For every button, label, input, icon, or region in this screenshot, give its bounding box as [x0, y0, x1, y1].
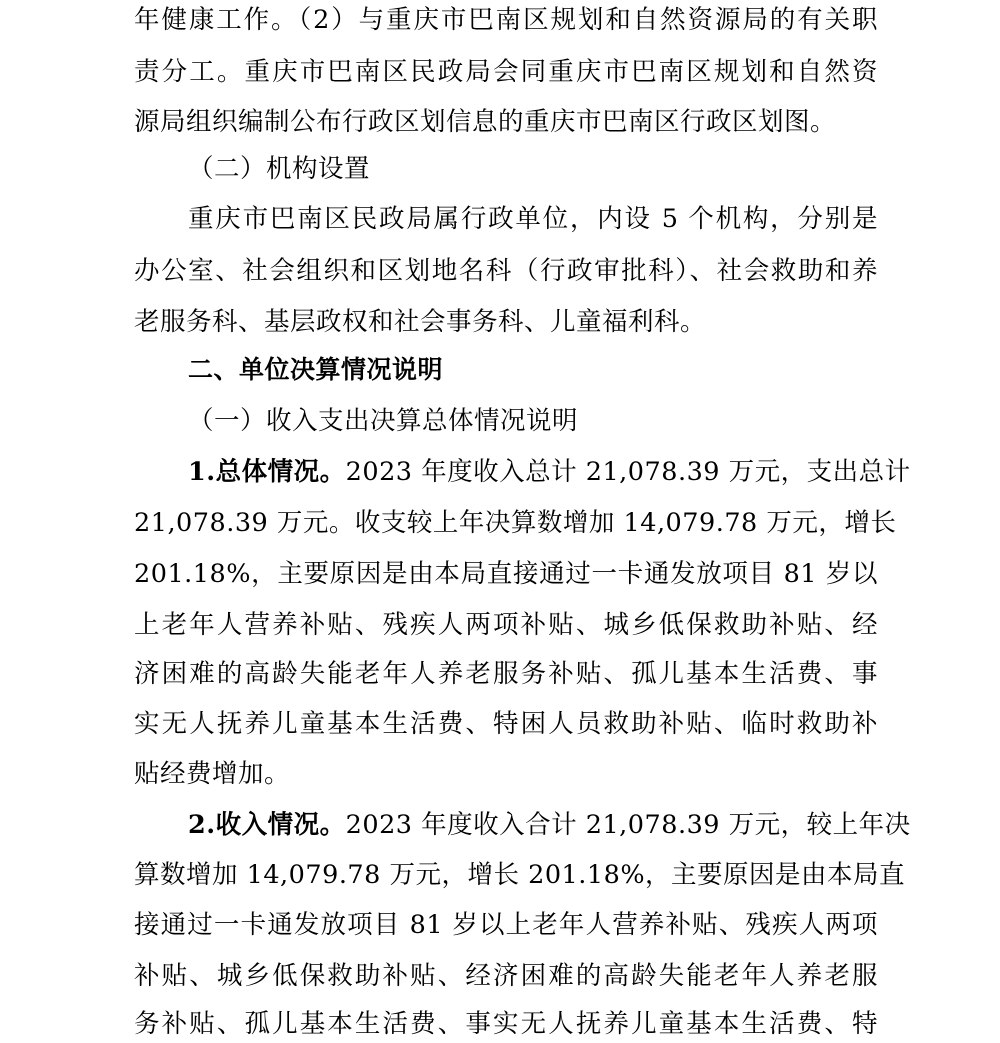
- body-text-line: 重庆市巴南区民政局属行政单位，内设 5 个机构，分别是: [188, 204, 878, 234]
- body-text-line: 责分工。重庆市巴南区民政局会同重庆市巴南区规划和自然资: [134, 57, 878, 87]
- body-text-line: 务补贴、孤儿基本生活费、事实无人抚养儿童基本生活费、特: [134, 1009, 878, 1039]
- body-text-line: 办公室、社会组织和区划地名科（行政审批科）、社会救助和养: [134, 256, 878, 286]
- body-text-line: 实无人抚养儿童基本生活费、特困人员救助补贴、临时救助补: [134, 709, 878, 739]
- body-text-line: 上老年人营养补贴、残疾人两项补贴、城乡低保救助补贴、经: [134, 610, 878, 640]
- body-text-line: 老服务科、基层政权和社会事务科、儿童福利科。: [134, 307, 707, 337]
- income-first-line-rest: 2023 年度收入合计 21,078.39 万元，较上年决: [345, 810, 911, 840]
- body-text-line: 贴经费增加。: [134, 759, 291, 789]
- body-text-line: 补贴、城乡低保救助补贴、经济困难的高龄失能老年人养老服: [134, 961, 878, 991]
- body-text-line: 源局组织编制公布行政区划信息的重庆市巴南区行政区划图。: [134, 107, 837, 137]
- chapter-heading: 二、单位决算情况说明: [188, 355, 444, 384]
- overall-first-line-rest: 2023 年度收入总计 21,078.39 万元，支出总计: [345, 457, 911, 487]
- body-text-line: 济困难的高龄失能老年人养老服务补贴、孤儿基本生活费、事: [134, 659, 878, 689]
- overall-first-line: [188, 446, 911, 498]
- body-text-line: 算数增加 14,079.78 万元，增长 201.18%，主要原因是由本局直: [134, 860, 906, 890]
- subsection-heading: （一）收入支出决算总体情况说明: [188, 406, 579, 436]
- body-text-line: 年健康工作。（2）与重庆市巴南区规划和自然资源局的有关职: [134, 5, 878, 35]
- body-text-line: 21,078.39 万元。收支较上年决算数增加 14,079.78 万元，增长: [134, 508, 897, 538]
- body-text-line: 接通过一卡通发放项目 81 岁以上老年人营养补贴、残疾人两项: [134, 910, 878, 940]
- income-lead: 2.收入情况。: [188, 810, 346, 840]
- section-heading-institutions: （二）机构设置: [188, 154, 371, 184]
- body-text-line: 201.18%，主要原因是由本局直接通过一卡通发放项目 81 岁以: [134, 559, 878, 589]
- income-first-line: [188, 799, 911, 851]
- overall-lead: 1.总体情况。: [188, 457, 346, 487]
